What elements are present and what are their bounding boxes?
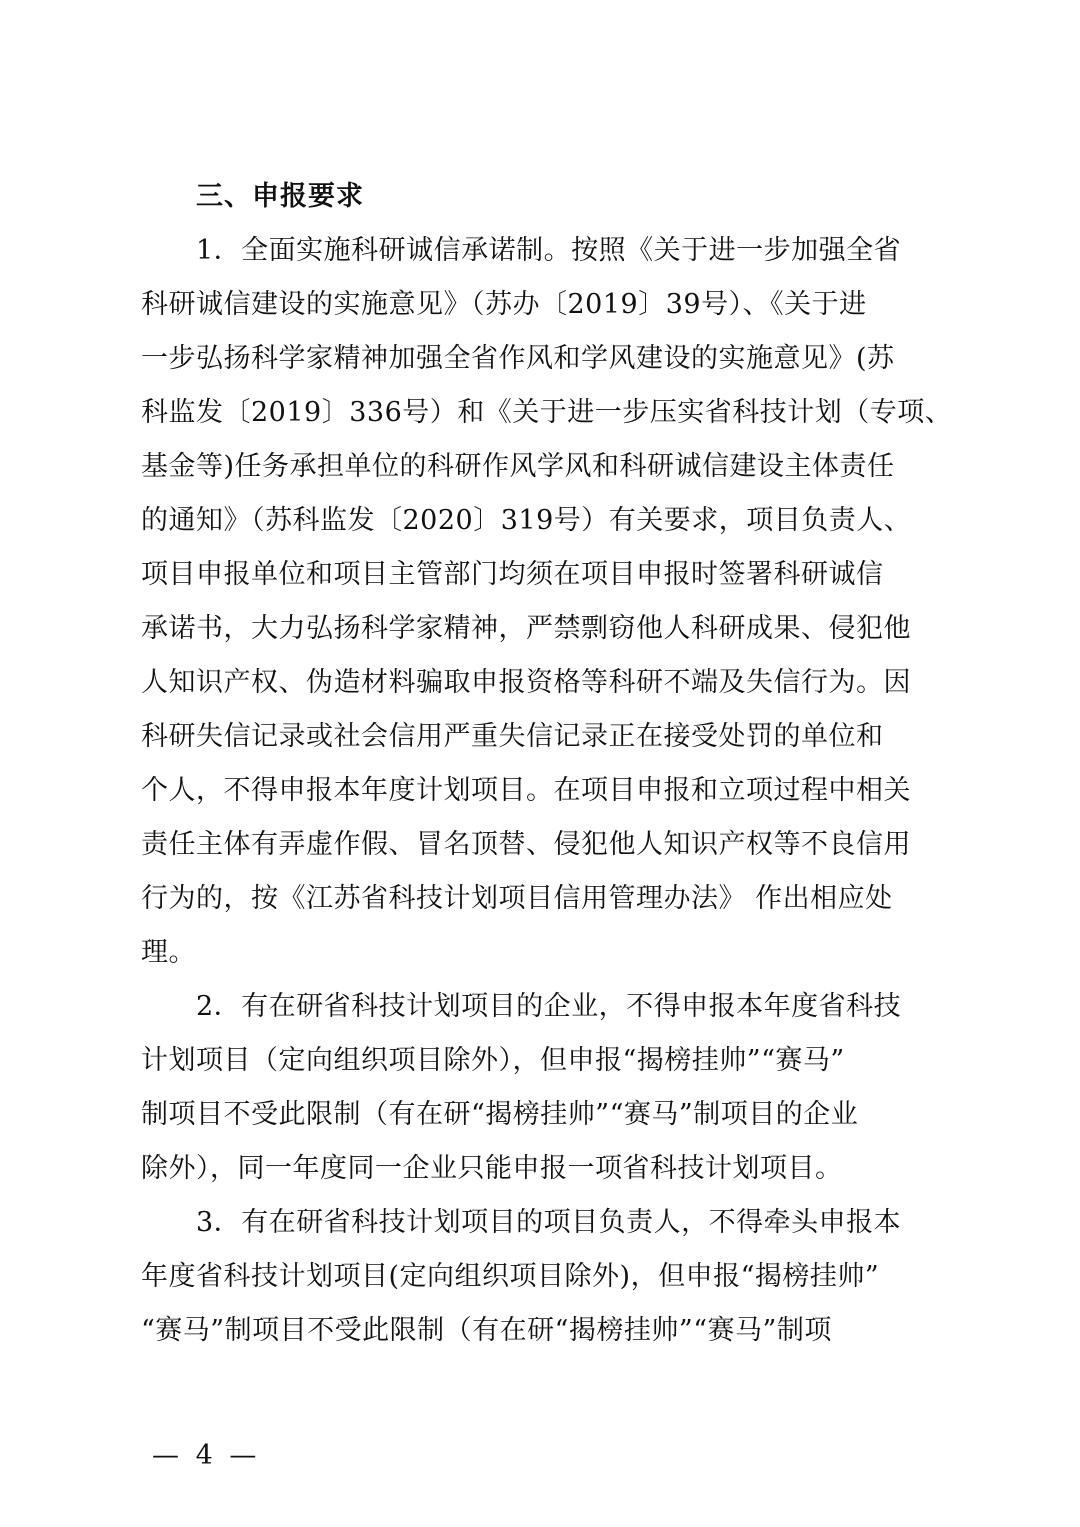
paragraph-2-line: 制项目不受此限制（有在研“揭榜挂帅”“赛马”制项目的企业 (141, 1099, 859, 1130)
paragraph-1-line: 1．全面实施科研诚信承诺制。按照《关于进一步加强全省 (196, 235, 902, 266)
paragraph-3-line: “赛马”制项目不受此限制（有在研“揭榜挂帅”“赛马”制项 (141, 1315, 832, 1346)
paragraph-3-line: 年度省科技计划项目(定向组织项目除外)，但申报“揭榜挂帅” (141, 1261, 880, 1292)
paragraph-2-line: 除外），同一年度同一企业只能申报一项省科技计划项目。 (141, 1153, 843, 1184)
paragraph-1-line: 个人，不得申报本年度计划项目。在项目申报和立项过程中相关 (141, 775, 911, 806)
paragraph-1-line: 项目申报单位和项目主管部门均须在项目申报时签署科研诚信 (141, 559, 884, 590)
page-number: — 4 — (152, 1440, 261, 1471)
paragraph-3-line: 3．有在研省科技计划项目的项目负责人，不得牵头申报本 (196, 1207, 902, 1238)
paragraph-1-line: 科研诚信建设的实施意见》（苏办〔2019〕39号）、《关于进 (141, 289, 867, 320)
paragraph-1-line: 一步弘扬科学家精神加强全省作风和学风建设的实施意见》(苏 (141, 343, 895, 374)
paragraph-1-line: 行为的，按《江苏省科技计划项目信用管理办法》 作出相应处 (141, 883, 893, 914)
paragraph-1-line: 承诺书，大力弘扬科学家精神，严禁剽窃他人科研成果、侵犯他 (141, 613, 911, 644)
paragraph-1-line: 的通知》（苏科监发〔2020〕319号）有关要求，项目负责人、 (141, 505, 912, 536)
paragraph-2-line: 计划项目（定向组织项目除外），但申报“揭榜挂帅”“赛马” (141, 1045, 845, 1076)
paragraph-1-line: 人知识产权、伪造材料骗取申报资格等科研不端及失信行为。因 (141, 667, 911, 698)
paragraph-2-line: 2．有在研省科技计划项目的企业，不得申报本年度省科技 (196, 991, 902, 1022)
section-heading: 三、申报要求 (196, 181, 364, 212)
paragraph-1-line: 科监发〔2019〕336号）和《关于进一步压实省科技计划（专项、 (141, 397, 953, 428)
paragraph-1-line: 责任主体有弄虚作假、冒名顶替、侵犯他人知识产权等不良信用 (141, 829, 911, 860)
paragraph-1-line: 基金等)任务承担单位的科研作风学风和科研诚信建设主体责任 (141, 451, 895, 482)
paragraph-1-line: 理。 (141, 937, 196, 968)
paragraph-1-line: 科研失信记录或社会信用严重失信记录正在接受处罚的单位和 (141, 721, 884, 752)
